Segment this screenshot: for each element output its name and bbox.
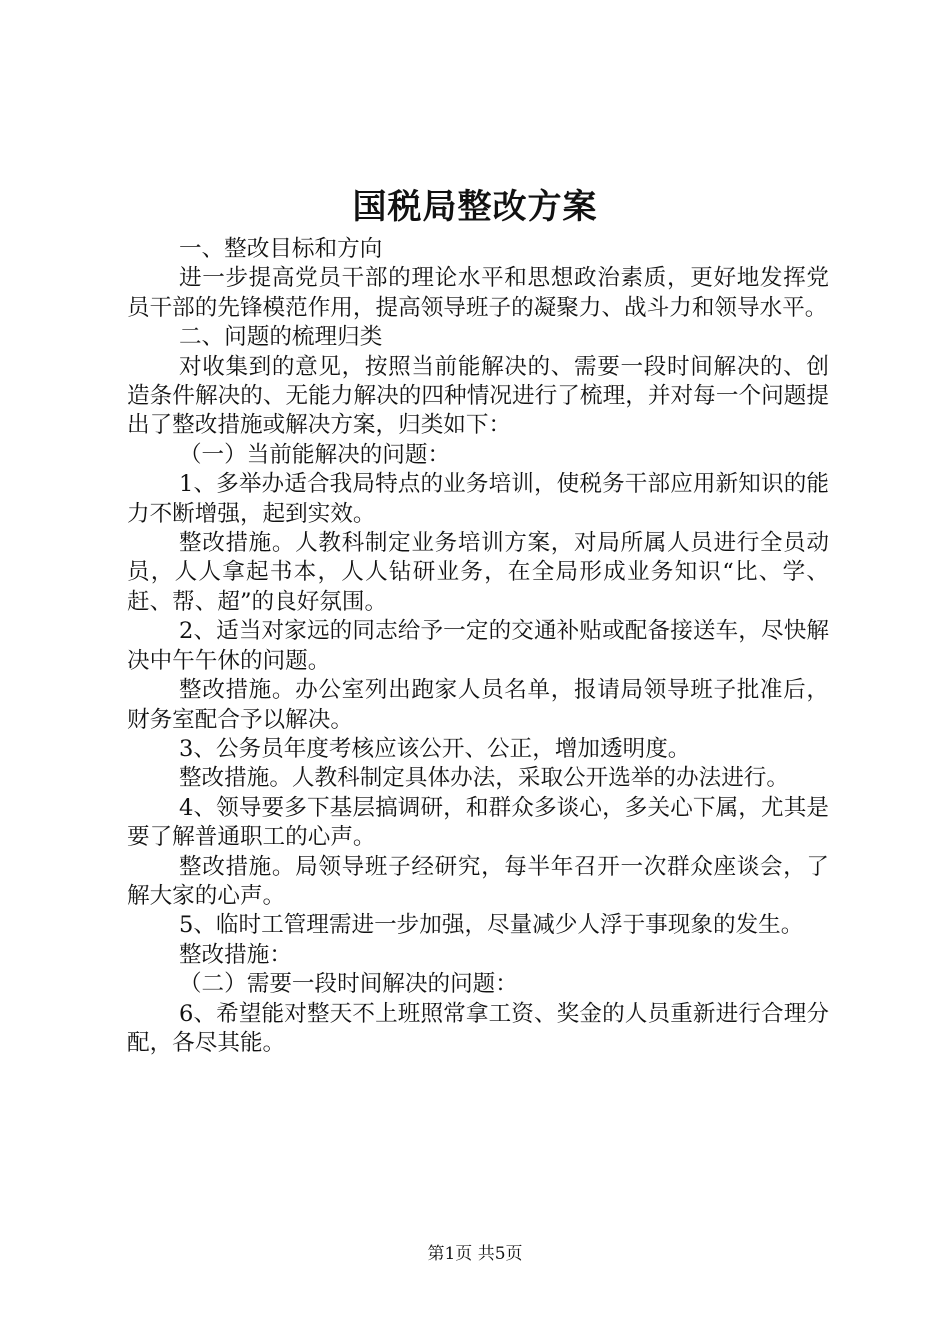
subsection-heading: （二）需要一段时间解决的问题：	[178, 971, 518, 998]
paragraph: 整改措施：	[178, 941, 292, 968]
section-heading: 二、问题的梳理归类	[178, 324, 383, 351]
section-heading: 一、整改目标和方向	[178, 236, 383, 262]
paragraph: 整改措施。人教科制定具体办法，采取公开选举的办法进行。	[178, 765, 789, 792]
subsection-heading: （一）当前能解决的问题：	[178, 441, 451, 468]
paragraph: 整改措施。办公室列出跑家人员名单，报请局领导班子批准后，财务室配合予以解决。	[127, 677, 829, 733]
paragraph: 进一步提高党员干部的理论水平和思想政治素质，更好地发挥党员干部的先锋模范作用，提高领导班子的凝聚力、战斗力和领导水平。	[127, 265, 829, 321]
paragraph: 整改措施。人教科制定业务培训方案，对局所属人员进行全员动员，人人拿起书本，人人钻研业务，在全局形成业务知识“比、学、赶、帮、超”的良好氛围。	[127, 530, 829, 615]
paragraph: 1、多举办适合我局特点的业务培训，使税务干部应用新知识的能力不断增强，起到实效。	[127, 471, 829, 527]
page-number: 第1页 共5页	[427, 1244, 523, 1264]
paragraph: 4、领导要多下基层搞调研，和群众多谈心，多关心下属，尤其是要了解普通职工的心声。	[127, 794, 829, 851]
paragraph: 6、希望能对整天不上班照常拿工资、奖金的人员重新进行合理分配，各尽其能。	[127, 1000, 829, 1056]
paragraph: 3、公务员年度考核应该公开、公正，增加透明度。	[178, 735, 691, 762]
paragraph: 整改措施。局领导班子经研究，每半年召开一次群众座谈会，了解大家的心声。	[127, 853, 829, 909]
document-title: 国税局整改方案	[352, 187, 598, 227]
document-body	[127, 235, 829, 1058]
paragraph: 2、适当对家远的同志给予一定的交通补贴或配备接送车，尽快解决中午午休的问题。	[127, 618, 829, 674]
paragraph: 5、临时工管理需进一步加强，尽量减少人浮于事现象的发生。	[178, 912, 804, 939]
paragraph: 对收集到的意见，按照当前能解决的、需要一段时间解决的、创造条件解决的、无能力解决的四种情况进行了梳理，并对每一个问题提出了整改措施或解决方案，归类如下：	[127, 353, 829, 439]
